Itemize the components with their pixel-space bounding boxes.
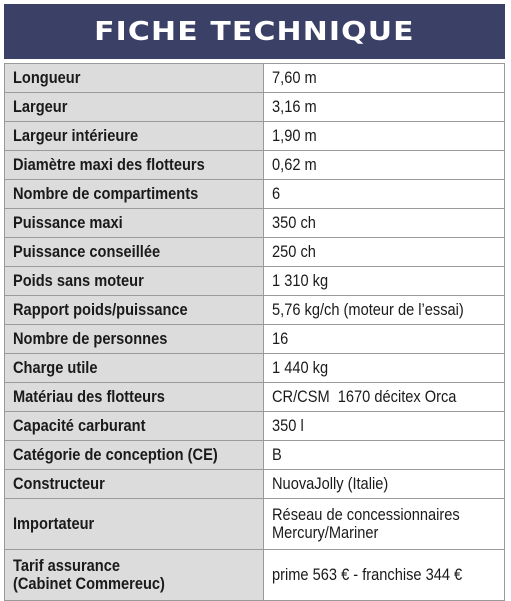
spec-label xyxy=(5,180,264,209)
table-row xyxy=(5,122,505,151)
spec-label-text: Rapport poids/puissance xyxy=(13,300,188,319)
spec-label xyxy=(5,499,264,550)
table-row xyxy=(5,441,505,470)
spec-label xyxy=(5,412,264,441)
spec-value xyxy=(264,325,505,354)
spec-label-text: Poids sans moteur xyxy=(13,271,144,290)
spec-label xyxy=(5,550,264,601)
spec-label xyxy=(5,122,264,151)
spec-value-text: NuovaJolly (Italie) xyxy=(272,474,389,493)
spec-value-text: CR/CSM 1670 décitex Orca xyxy=(272,387,457,406)
spec-label-text: Importateur xyxy=(13,514,95,533)
spec-label-text: Constructeur xyxy=(13,474,105,493)
spec-table xyxy=(4,63,505,601)
spec-value-line: Réseau de concessionnaires xyxy=(272,505,460,524)
spec-value xyxy=(264,470,505,499)
table-row xyxy=(5,296,505,325)
spec-value xyxy=(264,383,505,412)
spec-value-text: 16 xyxy=(272,329,289,348)
spec-value-text: 1,90 m xyxy=(272,126,317,145)
spec-value-text: B xyxy=(272,445,282,464)
spec-value xyxy=(264,296,505,325)
spec-label xyxy=(5,325,264,354)
spec-label-line: Tarif assurance xyxy=(13,556,121,575)
table-row xyxy=(5,354,505,383)
spec-label xyxy=(5,64,264,93)
spec-value xyxy=(264,93,505,122)
spec-label xyxy=(5,354,264,383)
spec-value-text: prime 563 € - franchise 344 € xyxy=(272,565,463,584)
spec-label-text: Diamètre maxi des flotteurs xyxy=(13,155,205,174)
spec-label-text: Puissance conseillée xyxy=(13,242,161,261)
table-row xyxy=(5,180,505,209)
spec-value xyxy=(264,412,505,441)
spec-value-text: 1 440 kg xyxy=(272,358,329,377)
spec-value xyxy=(264,122,505,151)
spec-value xyxy=(264,180,505,209)
table-row xyxy=(5,64,505,93)
spec-label-text: Largeur intérieure xyxy=(13,126,139,145)
spec-label xyxy=(5,470,264,499)
spec-sheet xyxy=(4,4,505,594)
table-row xyxy=(5,499,505,550)
spec-label-text: Puissance maxi xyxy=(13,213,123,232)
table-row xyxy=(5,151,505,180)
spec-sheet-title: FICHE TECHNIQUE xyxy=(94,16,415,47)
spec-label xyxy=(5,93,264,122)
spec-value-text: 0,62 m xyxy=(272,155,317,174)
spec-value-text: 250 ch xyxy=(272,242,316,261)
spec-label-text: Nombre de compartiments xyxy=(13,184,199,203)
spec-value-text: 1 310 kg xyxy=(272,271,329,290)
spec-label-text: Catégorie de conception (CE) xyxy=(13,445,218,464)
spec-label-text: Largeur xyxy=(13,97,68,116)
spec-label xyxy=(5,151,264,180)
spec-value xyxy=(264,441,505,470)
spec-value xyxy=(264,64,505,93)
spec-value-text: 6 xyxy=(272,184,281,203)
spec-value xyxy=(264,238,505,267)
spec-value xyxy=(264,550,505,601)
spec-value-text: 350 ch xyxy=(272,213,316,232)
table-row xyxy=(5,550,505,601)
spec-value-text: 5,76 kg/ch (moteur de l’essai) xyxy=(272,300,464,319)
spec-value xyxy=(264,267,505,296)
spec-value xyxy=(264,499,505,550)
spec-value xyxy=(264,209,505,238)
spec-value-text: 350 l xyxy=(272,416,304,435)
table-row xyxy=(5,383,505,412)
spec-label xyxy=(5,267,264,296)
spec-value xyxy=(264,151,505,180)
table-row xyxy=(5,93,505,122)
table-row xyxy=(5,412,505,441)
spec-label-text: Charge utile xyxy=(13,358,98,377)
table-row xyxy=(5,470,505,499)
spec-label xyxy=(5,383,264,412)
spec-value-text: 3,16 m xyxy=(272,97,317,116)
spec-label xyxy=(5,296,264,325)
table-row xyxy=(5,325,505,354)
spec-label-text: Matériau des flotteurs xyxy=(13,387,165,406)
spec-label-text: Capacité carburant xyxy=(13,416,146,435)
spec-label xyxy=(5,238,264,267)
spec-value-text: 7,60 m xyxy=(272,68,317,87)
spec-label-text: Nombre de personnes xyxy=(13,329,168,348)
spec-label xyxy=(5,209,264,238)
spec-label-text: Longueur xyxy=(13,68,81,87)
spec-value xyxy=(264,354,505,383)
spec-label xyxy=(5,441,264,470)
table-row xyxy=(5,267,505,296)
spec-label-line: (Cabinet Commereuc) xyxy=(13,574,165,593)
spec-value-line: Mercury/Mariner xyxy=(272,523,379,542)
table-row xyxy=(5,209,505,238)
table-row xyxy=(5,238,505,267)
spec-sheet-header xyxy=(4,4,505,59)
